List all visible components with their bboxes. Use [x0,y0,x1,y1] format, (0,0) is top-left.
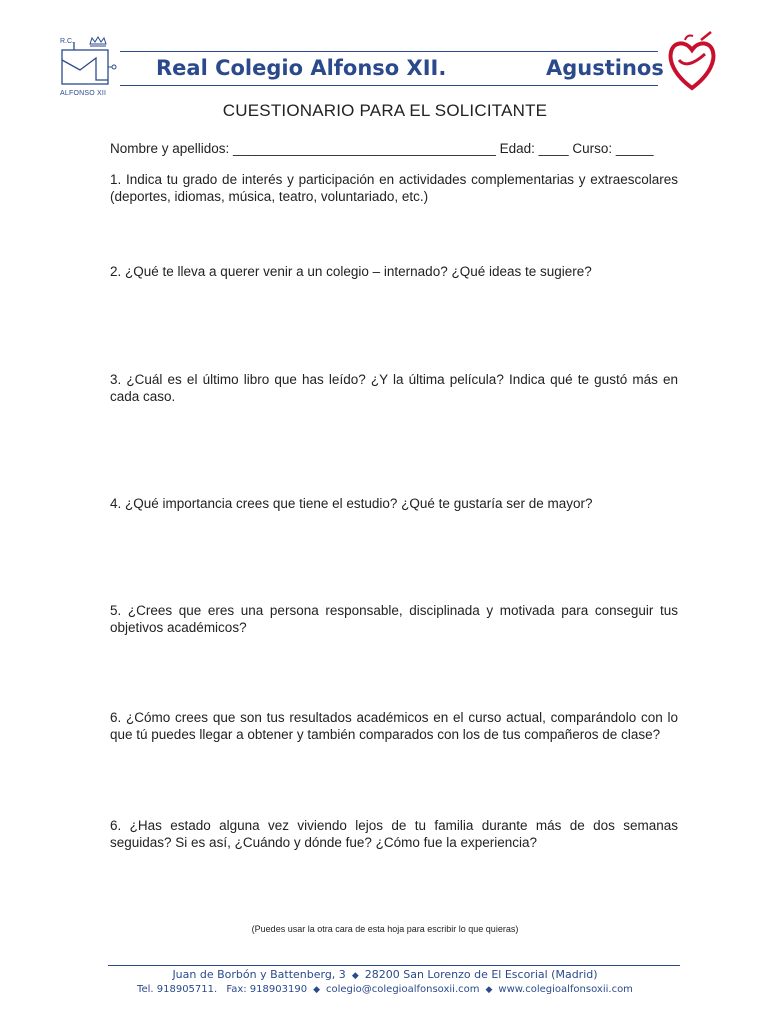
question-7: 6. ¿Has estado alguna vez viviendo lejos de tu familia durante más de dos semanas seguidas? Si es así, ¿Cuándo y dónde fue? ¿Cómo fue la experiencia? [110,818,678,850]
question-4: 4. ¿Qué importancia crees que tiene el estudio? ¿Qué te gustaría ser de mayor? [110,496,593,511]
footer-tel: Tel. 918905711. [137,984,218,995]
crest-caption: ALFONSO XII [60,90,107,97]
applicant-info-line: Nombre y apellidos: ___________________________________ Edad: ____ Curso: _____ [110,141,654,156]
question-3: 3. ¿Cuál es el último libro que has leído? ¿Y la última película? Indica qué te gustó más en cada caso. [110,372,678,404]
question-1: 1. Indica tu grado de interés y participación en actividades complementarias y extraescolares (deportes, idiomas, música, teatro, voluntariado, etc.) [110,172,678,204]
footer-website[interactable]: www.colegioalfonsoxii.com [498,984,633,995]
augustinian-heart-logo [665,30,719,92]
footer-address: Juan de Borbón y Battenberg, 3 [172,968,346,981]
footer-contact-line [0,984,770,995]
diamond-icon: ◆ [313,985,320,995]
header-rule-top [120,51,658,52]
question-5: 5. ¿Crees que eres una persona responsable, disciplinada y motivada para conseguir tus objetivos académicos? [110,603,678,635]
letterhead [0,0,770,110]
diamond-icon: ◆ [351,971,359,981]
footer-rule [108,965,680,966]
question-2: 2. ¿Qué te lleva a querer venir a un colegio – internado? ¿Qué ideas te sugiere? [110,264,592,279]
footer-postal: 28200 San Lorenzo de El Escorial (Madrid) [364,968,598,981]
page-title: CUESTIONARIO PARA EL SOLICITANTE [222,101,548,120]
footer-email[interactable]: colegio@colegioalfonsoxii.com [326,984,480,995]
order-name: Agustinos [546,56,664,80]
crest-initials: R.C. [60,38,74,45]
school-name: Real Colegio Alfonso XII. [156,56,447,80]
diamond-icon: ◆ [485,985,493,995]
header-rule-bottom [120,85,658,86]
question-6: 6. ¿Cómo crees que son tus resultados académicos en el curso actual, comparándolo con lo que tú puedes llegar a obtener y también comparados con los de tus compañeros de clase? [110,710,678,742]
footer-address-line [0,968,770,981]
footer-fax: Fax: 918903190 [226,984,308,995]
back-page-note: (Puedes usar la otra cara de esta hoja para escribir lo que quieras) [251,924,519,934]
